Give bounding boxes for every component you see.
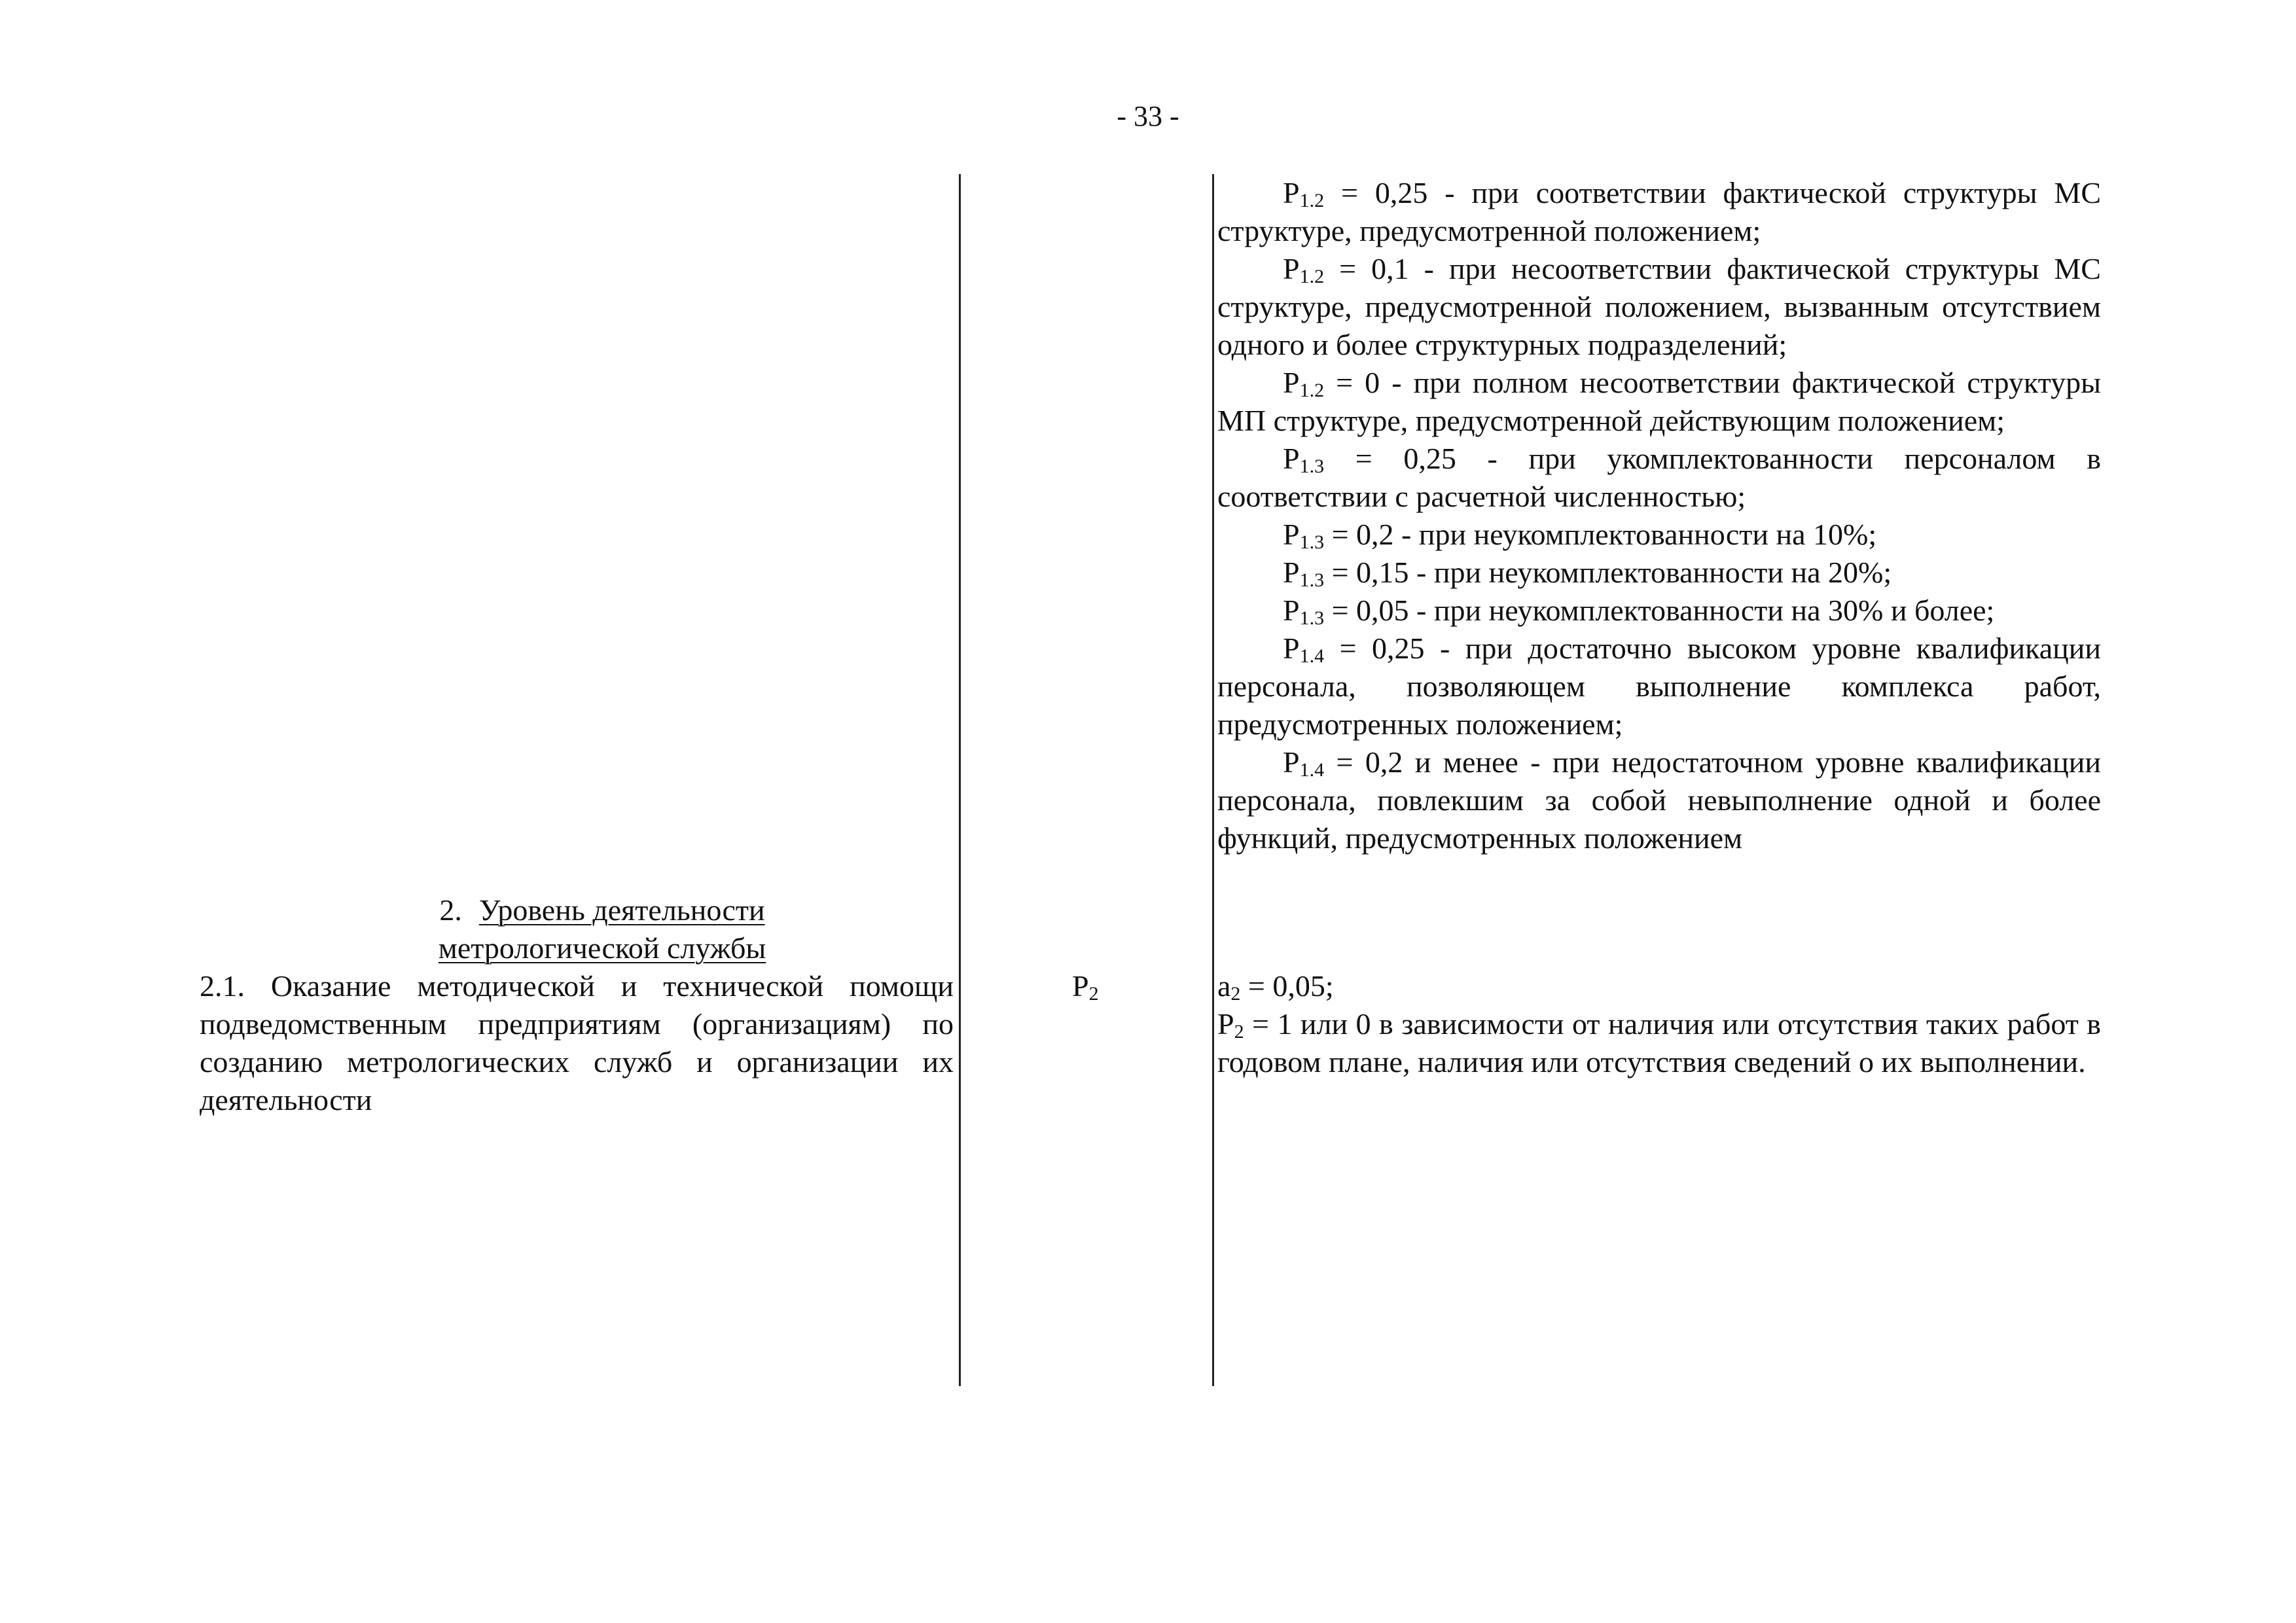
- column-divider-left: [959, 174, 961, 1386]
- criteria-paragraph: $P_{1.3} = 0,05$ - при неукомплектованности на 30% и более;: [1283, 594, 1995, 629]
- criteria-paragraph: $P_{1.2} = 0$ - при полном несоответствии фактической структуры МП структуре, предусмотренной действующим положением;: [1217, 366, 2101, 437]
- criteria-paragraph: $P_{1.4} = 0,2$ и менее - при недостаточном уровне квалификации персонала, повлекшим за собой невыполнение одной и более функций, предусмотренных положением: [1217, 745, 2101, 855]
- criteria-list: [1217, 174, 2101, 857]
- page-number: - 33 -: [1117, 100, 1179, 132]
- column-divider-right: [1212, 174, 1214, 1386]
- criteria-paragraph: $P_{1.2} = 0,25$ - при соответствии фактической структуры МС структуре, предусмотренной положением;: [1217, 176, 2101, 247]
- indicator-symbol: $P_2$: [1072, 969, 1099, 1005]
- section-title-line-1: Уровень деятельности: [478, 893, 765, 927]
- section-title-line-2: метрологической службы: [438, 931, 766, 965]
- item-2-1-text: 2.1. Оказание методической и технической помощи подведомственным предприятиям (организациям) по созданию метрологических служб и организации их деятельности: [200, 969, 954, 1116]
- criteria-paragraph: $P_{1.3} = 0,25$ - при укомплектованности персоналом в соответствии с расчетной численностью;: [1217, 442, 2101, 513]
- criteria-description: $P_2 = 1$ или 0 в зависимости от наличия или отсутствия таких работ в годовом плане, наличия или отсутствия сведений о их выполнении.: [1217, 1007, 2101, 1079]
- criteria-paragraph: $P_{1.2} = 0,1$ - при несоответствии фактической структуры МС структуре, предусмотренной положением, вызванным отсутствием одного и более структурных подразделений;: [1217, 252, 2101, 361]
- criteria-paragraph: $P_{1.3} = 0,15$ - при неукомплектованности на 20%;: [1283, 556, 1892, 591]
- coefficient-line: $a_2 = 0,05$;: [1217, 969, 1334, 1005]
- criteria-paragraph: $P_{1.3} = 0,2$ - при неукомплектованности на 10%;: [1283, 518, 1877, 553]
- section-heading: [367, 891, 838, 967]
- criteria-paragraph: $P_{1.4} = 0,25$ - при достаточно высоком уровне квалификации персонала, позволяющем выполнение комплекса работ, предусмотренных положением;: [1217, 632, 2101, 741]
- section-number: 2.: [439, 893, 462, 927]
- item-2-1-criteria: [1217, 967, 2101, 1081]
